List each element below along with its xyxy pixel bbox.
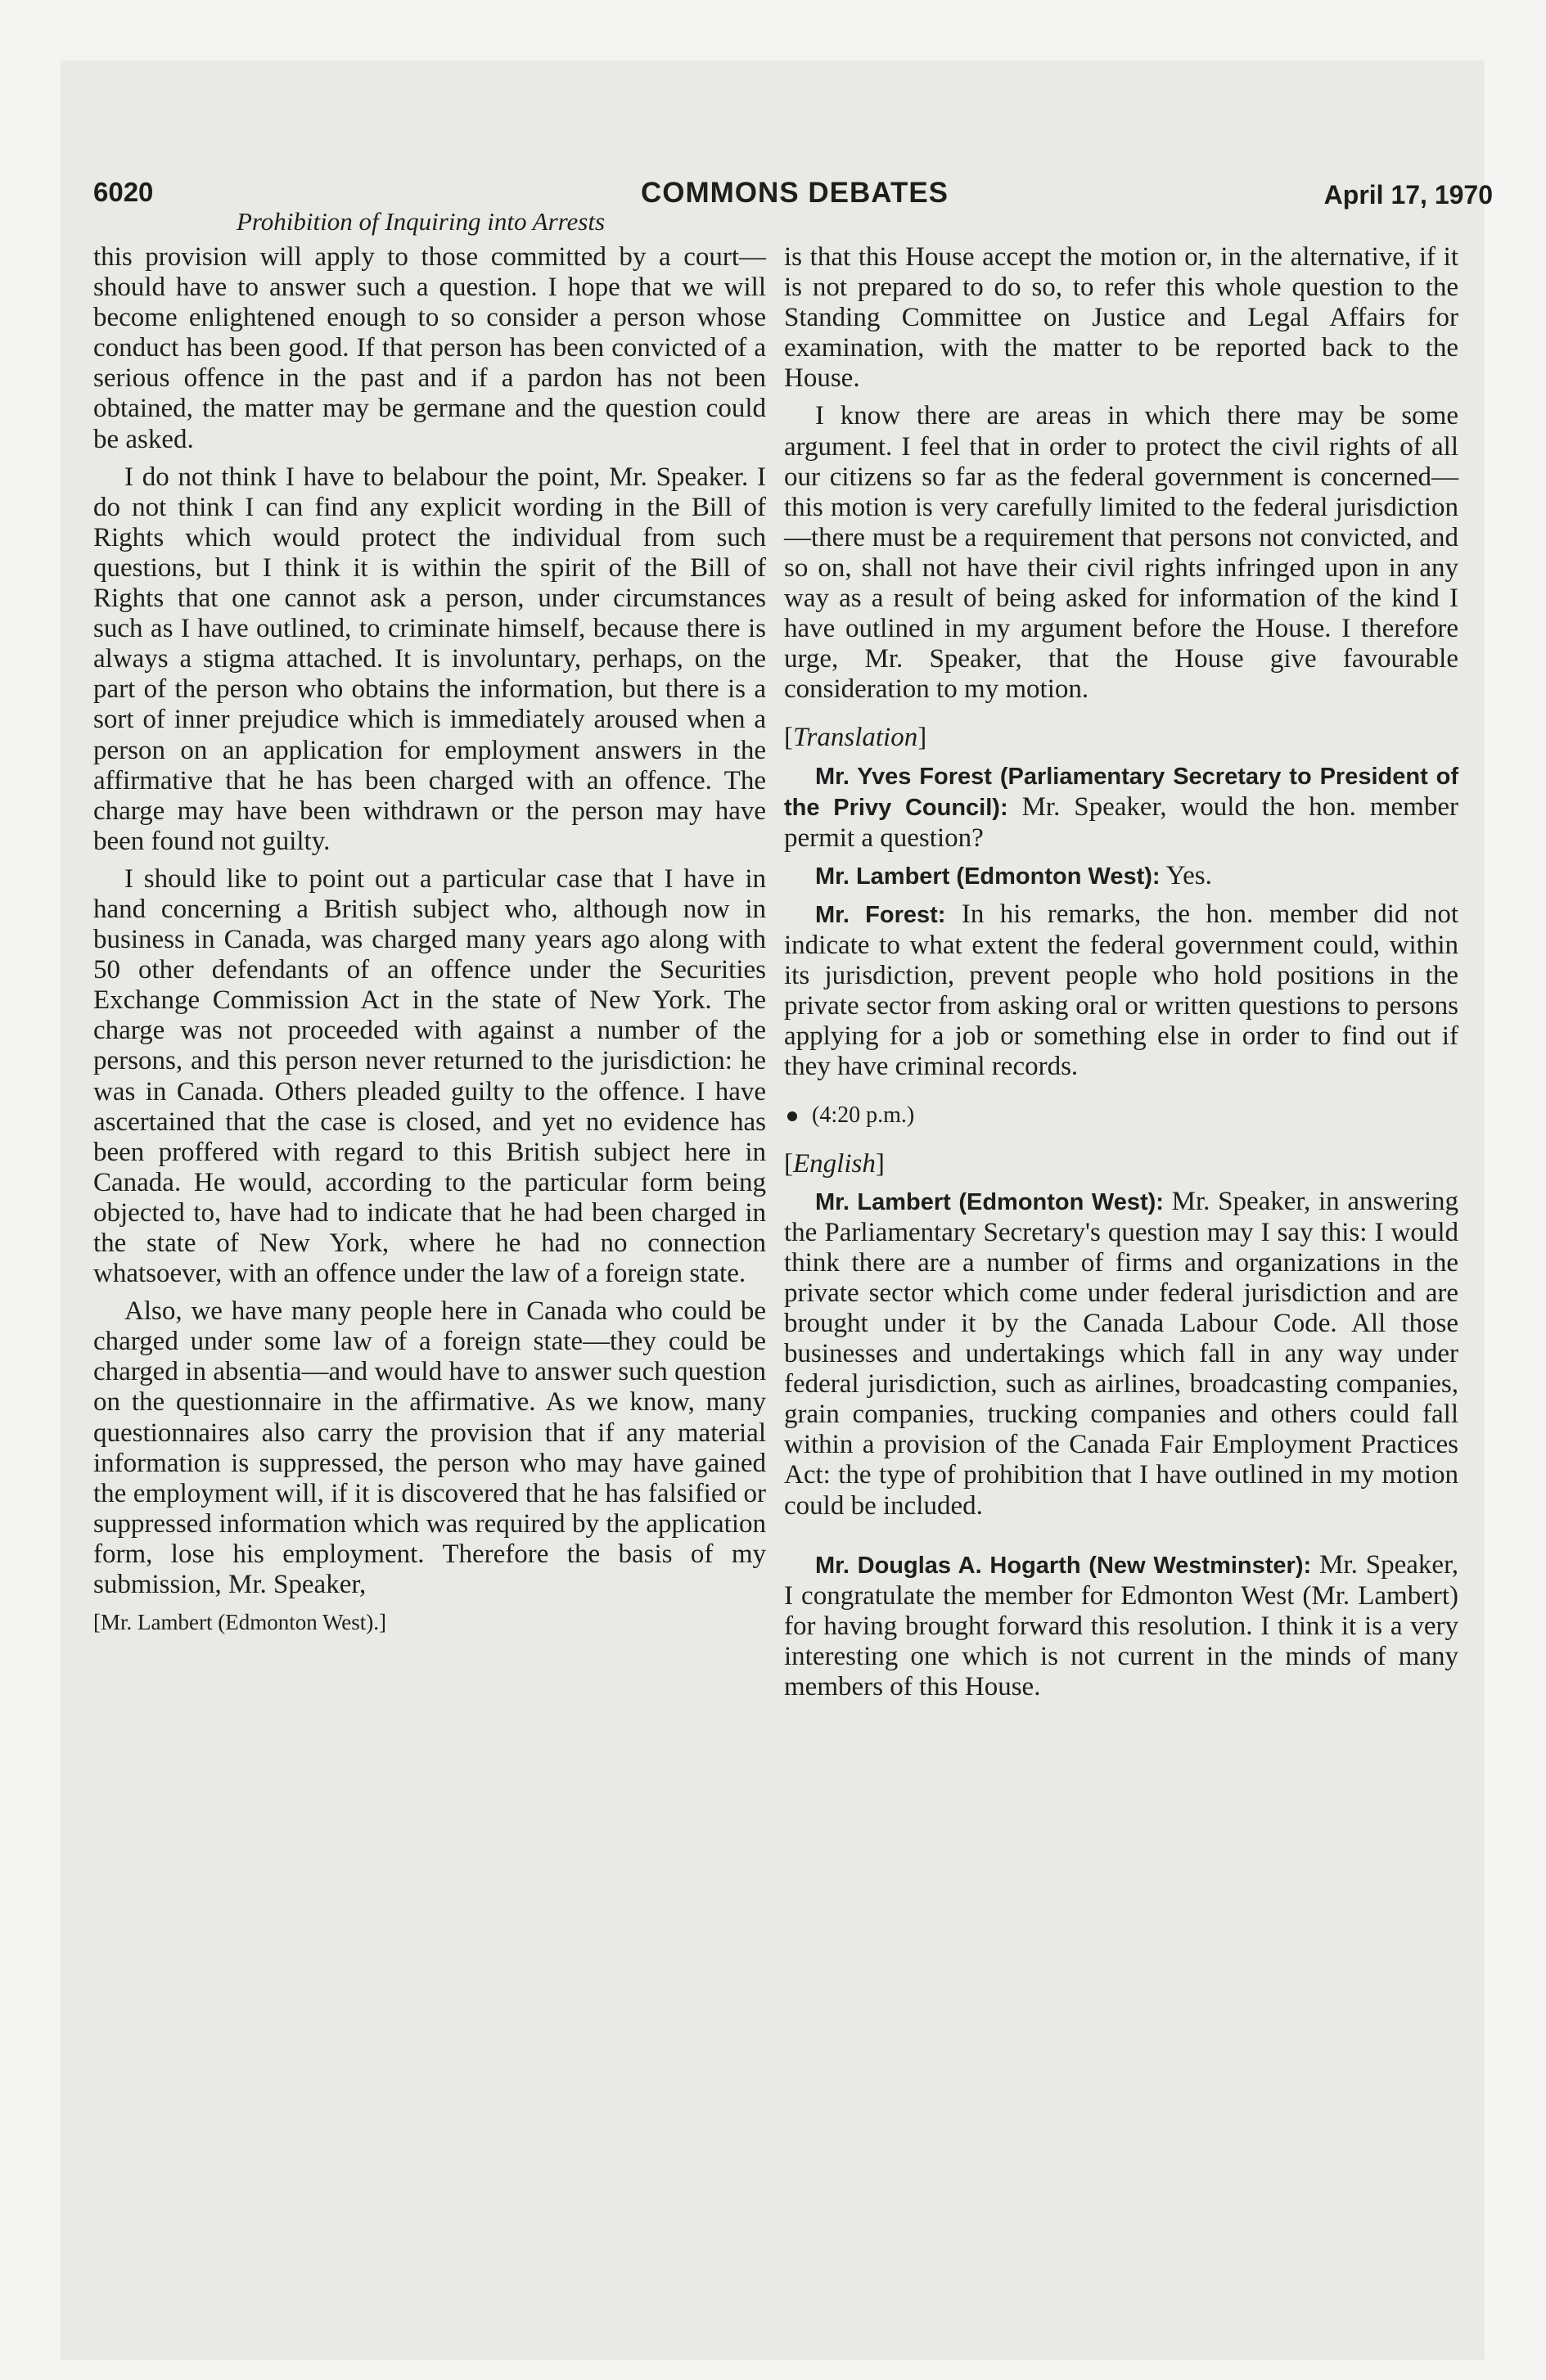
language-tag-translation: [Translation] — [784, 723, 927, 753]
speech-forest: Mr. Yves Forest (Parliamentary Secretary to President of the Privy Council): Mr. Speaker, would the hon. member permit a question? — [784, 763, 1458, 853]
section-subtitle: Prohibition of Inquiring into Arrests — [236, 207, 606, 236]
paragraph: Also, we have many people here in Canada who could be charged under some law of a foreign state—they could be charged in absentia—and would have to answer such question on the questionnaire in the affirmative. As we know, many questionnaires also carry the provision that if any material information is suppressed, the person who may have gained the employment will, if it is discovered that he has falsified or suppressed information which was required by the application form, lose his employment. Therefore the basis of my submission, Mr. Speaker, — [93, 1296, 766, 1600]
speaker-name: Mr. Yves Forest (Parliamentary Secretary to President of the Privy Council): — [784, 763, 1458, 821]
language-tag-english: [English] — [784, 1148, 885, 1179]
speaker-name: Mr. Douglas A. Hogarth (New Westminster): — [815, 1552, 1312, 1579]
page-number: 6020 — [93, 177, 154, 207]
bullet-icon — [787, 1111, 797, 1121]
page-date: April 17, 1970 — [1323, 180, 1493, 210]
paragraph: this provision will apply to those committed by a court—should have to answer such a question. I hope that we will become enlightened enough to so consider a person whose conduct has been good. If that person has been convicted of a serious offence in the past and if a pardon has not been obtained, the matter may be germane and the question could be asked. — [93, 242, 766, 454]
speaker-name: Mr. Forest: — [815, 901, 946, 928]
speaker-name: Mr. Lambert (Edmonton West): — [815, 863, 1161, 890]
speech-lambert: Mr. Lambert (Edmonton West): Mr. Speaker, in answering the Parliamentary Secretary's question may I say this: I would think there are a number of firms and organizations in the private sector which come under federal jurisdiction and are brought under it by the Canada Labour Code. All those businesses and undertakings which fall in any way under federal jurisdiction, such as airlines, broadcasting companies, grain companies, trucking companies and others could fall within a provision of the Canada Fair Employment Practices Act: the type of prohibition that I have outlined in my motion could be included. — [784, 1186, 1459, 1521]
right-column — [784, 242, 1458, 1710]
timestamp: (4:20 p.m.) — [784, 1100, 1458, 1130]
paragraph: is that this House accept the motion or, in the alternative, if it is not prepared to do so, to refer this whole question to the Standing Committee on Justice and Legal Affairs for examination, with the matter to be reported back to the House. — [784, 242, 1458, 394]
publication-title: COMMONS DEBATES — [640, 177, 949, 209]
left-column — [93, 242, 766, 1645]
speaker-name: Mr. Lambert (Edmonton West): — [815, 1188, 1164, 1215]
speech-hogarth: Mr. Douglas A. Hogarth (New Westminster): Mr. Speaker, I congratulate the member for Edmonton West (Mr. Lambert) for having brought forward this resolution. I think it is a very interesting one which is not current in the minds of many members of this House. — [784, 1549, 1458, 1702]
speech-lambert: Mr. Lambert (Edmonton West): Yes. — [815, 860, 1212, 890]
paragraph: I do not think I have to belabour the point, Mr. Speaker. I do not think I can find any explicit wording in the Bill of Rights which would protect the individual from such questions, but I think it is within the spirit of the Bill of Rights that one cannot ask a person, under circumstances such as I have outlined, to criminate himself, because there is always a stigma attached. It is involuntary, perhaps, on the part of the person who obtains the information, but there is a sort of inner prejudice which is immediately aroused when a person on an application for employment answers in the affirmative that he has been charged with an offence. The charge may have been withdrawn or the person may have been found not guilty. — [93, 462, 766, 856]
paragraph: I should like to point out a particular case that I have in hand concerning a British subject who, although now in business in Canada, was charged many years ago along with 50 other defendants of an offence under the Securities Exchange Commission Act in the state of New York. The charge was not proceeded with against a number of the persons, and this person never returned to the jurisdiction: he was in Canada. Others pleaded guilty to the offence. I have ascertained that the case is closed, and yet no evidence has been proffered with regard to this British subject here in Canada. He would, according to the particular form being objected to, have had to indicate that he had been charged in the state of New York, where he had no connection whatsoever, with an offence under the law of a foreign state. — [93, 863, 766, 1289]
speaker-footer-note: [Mr. Lambert (Edmonton West).] — [93, 1610, 387, 1635]
speech-forest: Mr. Forest: In his remarks, the hon. member did not indicate to what extent the federal government could, within its jurisdiction, prevent people who hold positions in the private sector from asking oral or written questions to persons applying for a job or something else in order to find out if they have criminal records. — [784, 899, 1458, 1082]
paragraph: I know there are areas in which there may be some argument. I feel that in order to protect the civil rights of all our citizens so far as the federal government is concerned—this motion is very carefully limited to the federal jurisdiction—there must be a requirement that persons not convicted, and so on, shall not have their civil rights infringed upon in any way as a result of being asked for information of the kind I have outlined in my argument before the House. I therefore urge, Mr. Speaker, that the House give favourable consideration to my motion. — [784, 401, 1458, 705]
